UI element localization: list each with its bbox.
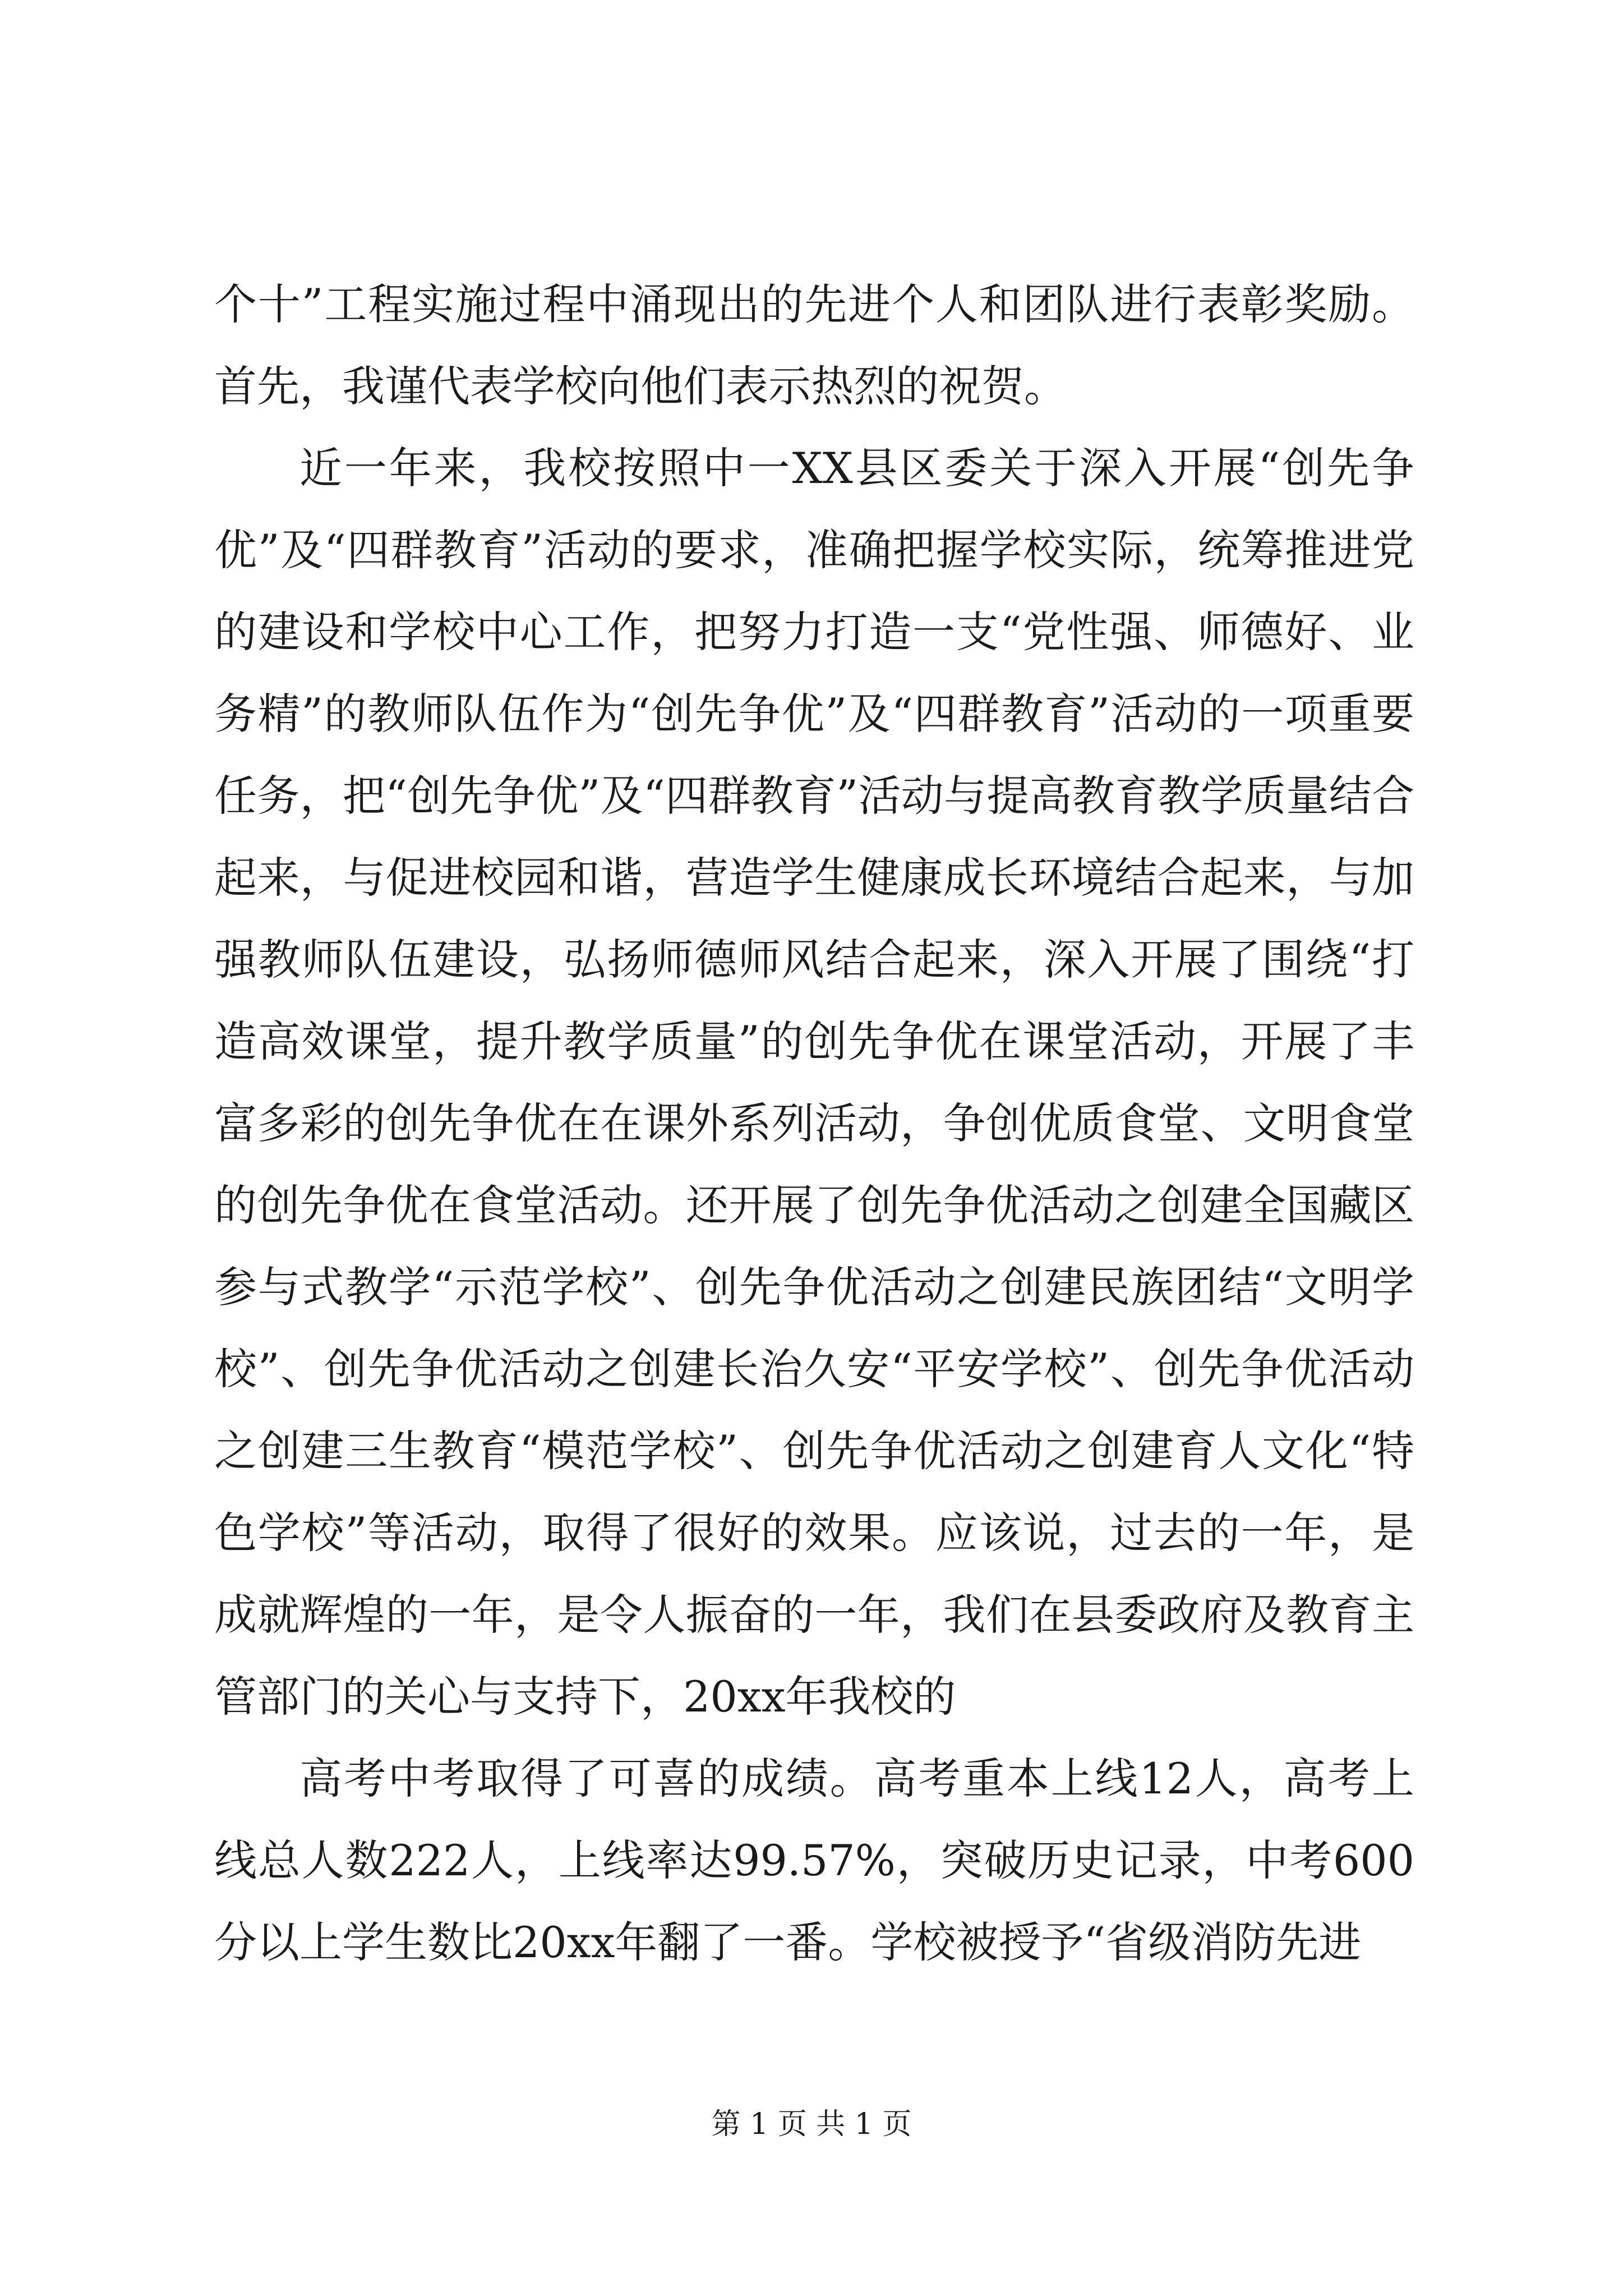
paragraph-1: 个十”工程实施过程中涌现出的先进个人和团队进行表彰奖励。首先，我谨代表学校向他们表示热烈的祝贺。 [214, 279, 1414, 411]
document-body [214, 264, 1414, 1984]
paragraph-3: 高考中考取得了可喜的成绩。高考重本上线12人，高考上线总人数222人，上线率达99.57%，突破历史记录，中考600分以上学生数比20xx年翻了一番。学校被授予“省级消防先进 [214, 1754, 1414, 1967]
page-footer: 第 1 页 共 1 页 [711, 2108, 912, 2141]
paragraph-2: 近一年来，我校按照中一XX县区委关于深入开展“创先争优”及“四群教育”活动的要求，准确把握学校实际，统筹推进党的建设和学校中心工作，把努力打造一支“党性强、师德好、业务精”的教师队伍作为“创先争优”及“四群教育”活动的一项重要任务，把“创先争优”及“四群教育”活动与提高教育教学质量结合起来，与促进校园和谐，营造学生健康成长环境结合起来，与加强教师队伍建设，弘扬师德师风结合起来，深入开展了围绕“打造高效课堂，提升教学质量”的创先争优在课堂活动，开展了丰富多彩的创先争优在在课外系列活动，争创优质食堂、文明食堂的创先争优在食堂活动。还开展了创先争优活动之创建全国藏区参与式教学“示范学校”、创先争优活动之创建民族团结“文明学校”、创先争优活动之创建长治久安“平安学校”、创先争优活动之创建三生教育“模范学校”、创先争优活动之创建育人文化“特色学校”等活动，取得了很好的效果。应该说，过去的一年，是成就辉煌的一年，是令人振奋的一年，我们在县委政府及教育主管部门的关心与支持下，20xx年我校的 [214, 443, 1414, 1722]
